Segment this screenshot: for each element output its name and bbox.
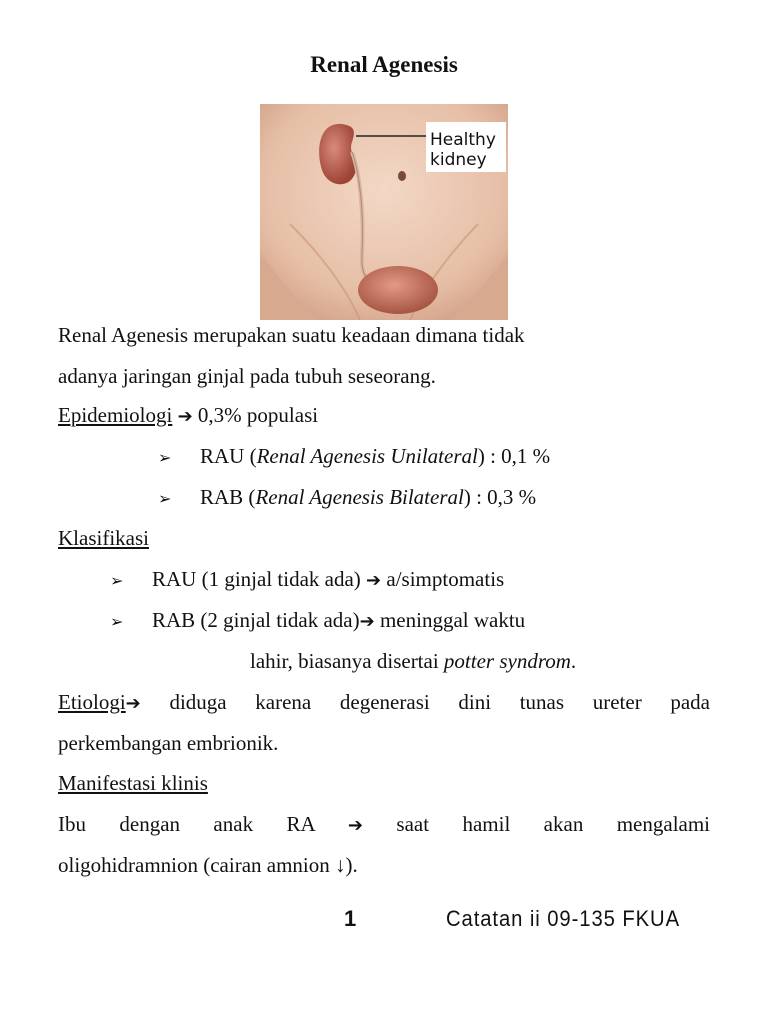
arrow-icon: ➔ — [366, 570, 382, 591]
epidemiologi-item-rau: ➢ RAU (Renal Agenesis Unilateral) : 0,1 % — [158, 442, 550, 472]
arrow-icon: ➔ — [177, 406, 193, 427]
bullet-arrow-icon: ➢ — [110, 571, 124, 590]
bladder-shape — [358, 266, 438, 314]
arrow-icon: ➔ — [359, 611, 375, 632]
arrow-icon: ➔ — [347, 815, 363, 836]
footer-note: Catatan ii 09-135 FKUA — [446, 906, 680, 931]
bullet-arrow-icon: ➢ — [158, 489, 172, 508]
figure-label-line2: kidney — [430, 150, 487, 170]
epidemiologi-heading: Epidemiologi — [58, 403, 173, 427]
klasifikasi-heading: Klasifikasi — [58, 526, 149, 550]
klasifikasi-heading-line — [58, 524, 149, 552]
page-number: 1 — [344, 906, 357, 931]
bullet-arrow-icon: ➢ — [158, 448, 172, 467]
manifestasi-heading: Manifestasi klinis — [58, 771, 208, 795]
manifestasi-line-2: oligohidramnion (cairan amnion ↓). — [58, 853, 358, 877]
epidemiologi-item-rab: ➢ RAB (Renal Agenesis Bilateral) : 0,3 % — [158, 483, 536, 513]
intro-line-1: Renal Agenesis merupakan suatu keadaan dimana tidak — [58, 323, 525, 347]
intro-line-2: adanya jaringan ginjal pada tubuh seseorang. — [58, 364, 436, 388]
figure-label-line1: Healthy — [430, 130, 496, 150]
etiologi-line-2: perkembangan embrionik. — [58, 731, 279, 755]
navel-mark — [398, 171, 406, 181]
klasifikasi-item-rau: ➢ RAU (1 ginjal tidak ada) ➔ a/simptomatis — [110, 565, 504, 595]
epidemiologi-text: 0,3% populasi — [197, 403, 319, 427]
kidney-anatomy-illustration — [260, 104, 508, 320]
manifestasi-line-1: Ibu dengan anak RA ➔ saat hamil akan mengalami — [58, 812, 711, 836]
kidney-figure — [260, 104, 508, 320]
etiologi-heading: Etiologi — [58, 690, 126, 714]
manifestasi-heading-line — [58, 769, 208, 797]
klasifikasi-item-rab-cont: lahir, biasanya disertai potter syndrom. — [250, 649, 577, 673]
page-title: Renal Agenesis — [310, 52, 458, 77]
etiologi-line-1: Etiologi➔ diduga karena degenerasi dini tunas ureter pada — [58, 690, 711, 714]
arrow-icon: ➔ — [125, 693, 141, 714]
klasifikasi-item-rab: ➢ RAB (2 ginjal tidak ada)➔ meninggal waktu — [110, 606, 525, 636]
epidemiologi-line — [58, 401, 318, 431]
bullet-arrow-icon: ➢ — [110, 612, 124, 631]
